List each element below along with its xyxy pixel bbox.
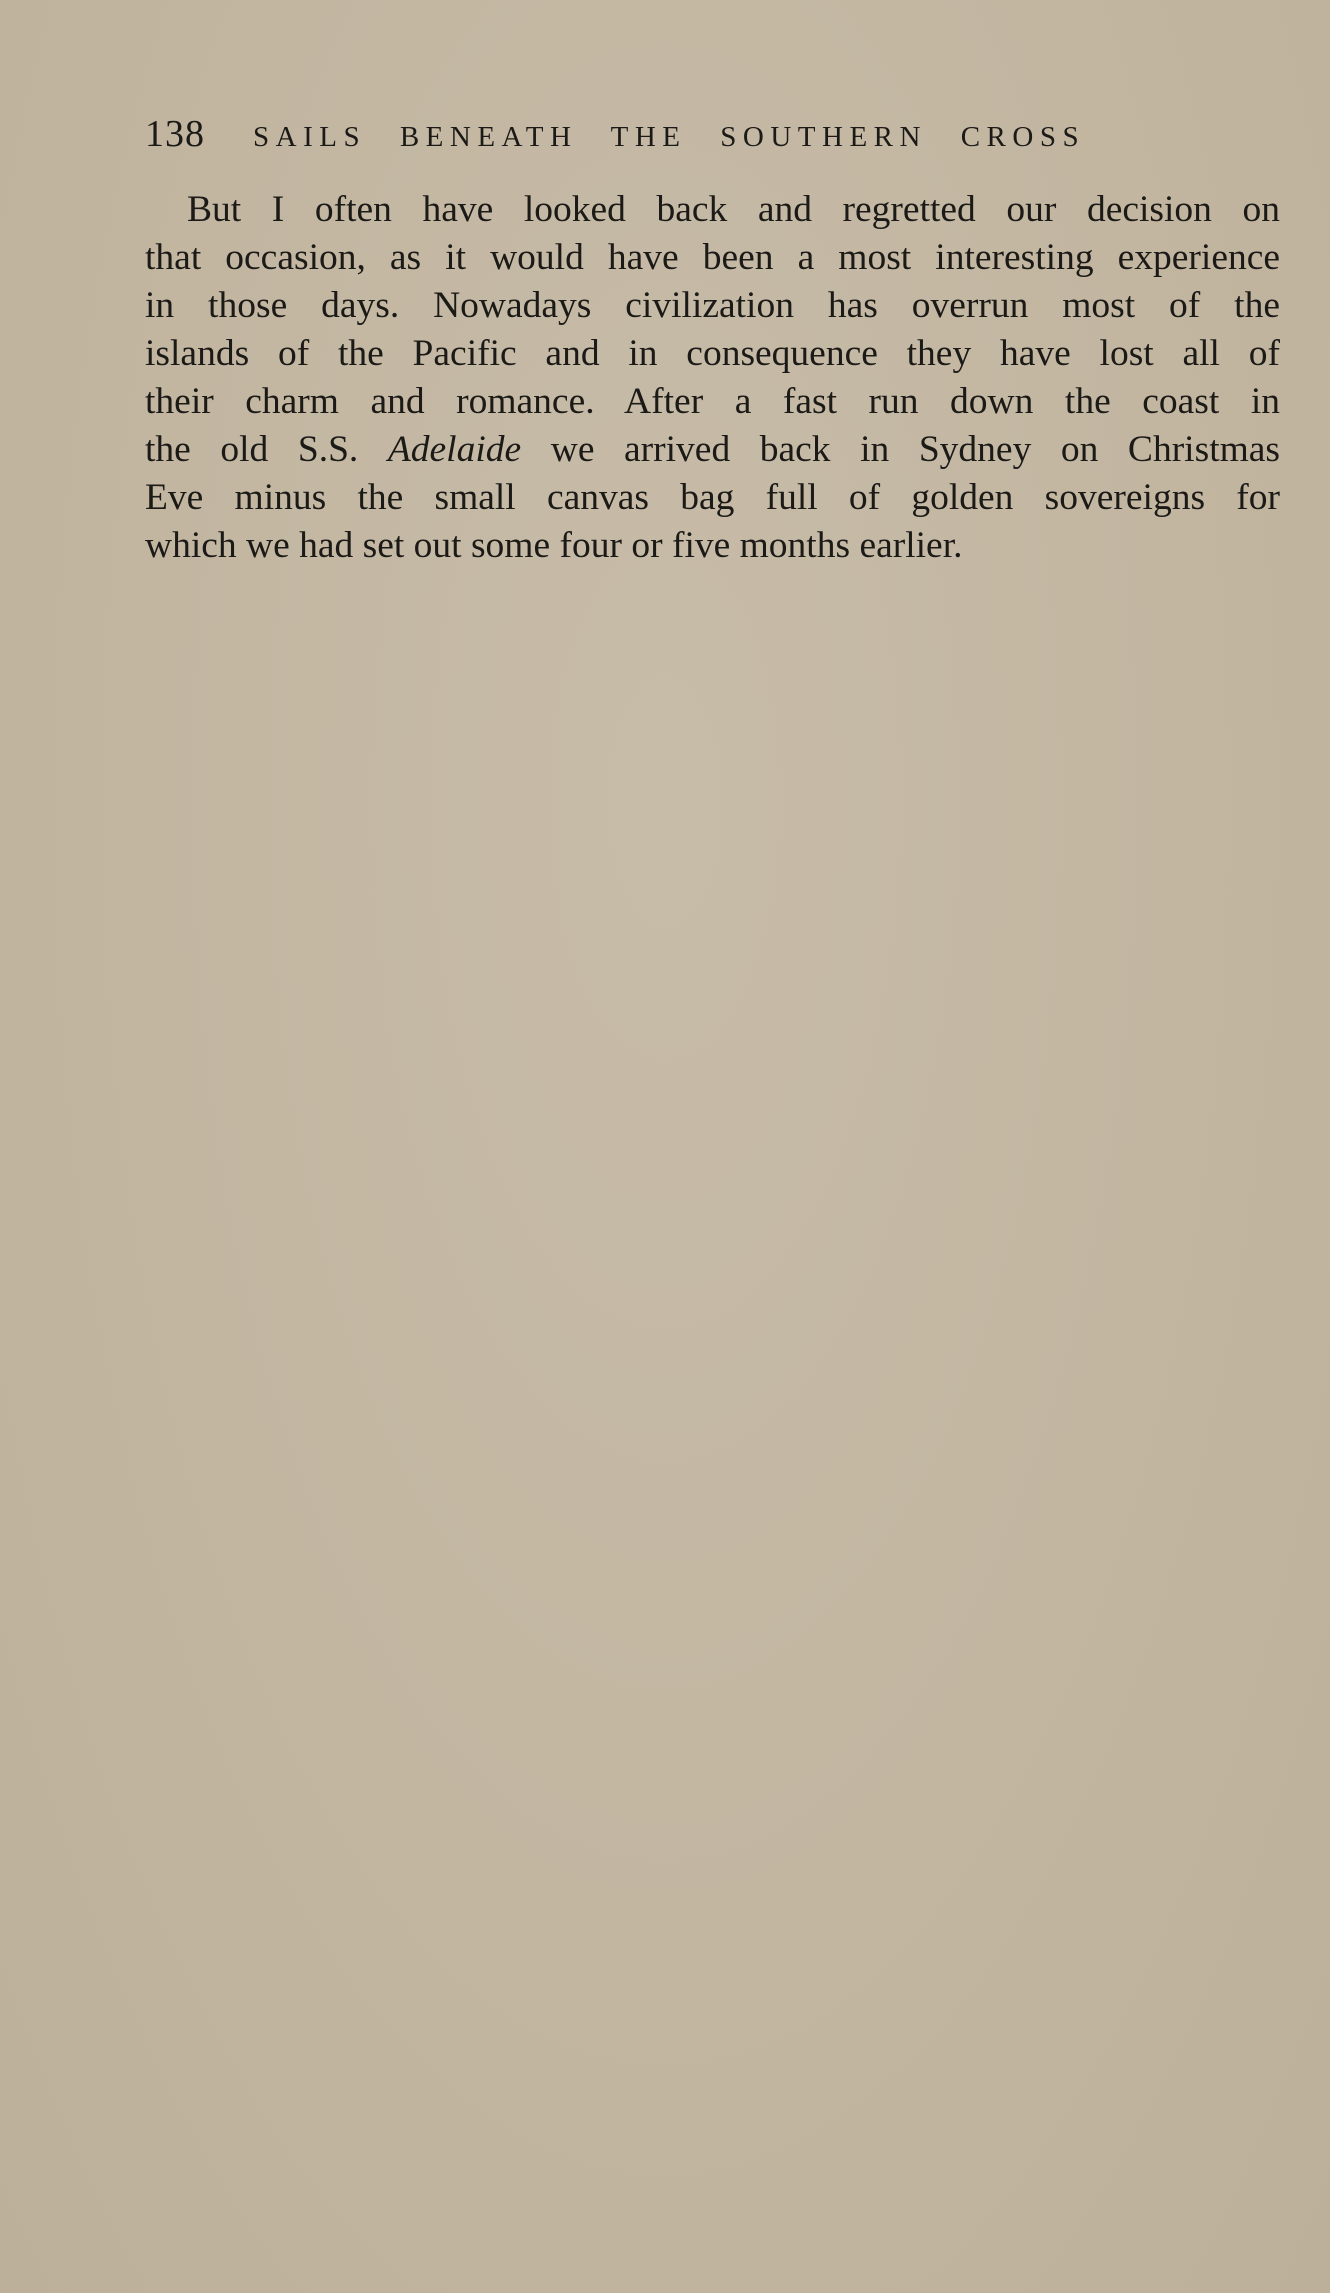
text-line: islands of the Pacific and in consequence they have lost all of [145,333,1280,374]
body-paragraph [145,186,1280,570]
text-line: which we had set out some four or five months earlier. [145,525,963,566]
running-head [145,112,1225,156]
text-line: that occasion, as it would have been a most interesting experience [145,237,1280,278]
text-segment: we arrived back in Sydney on Christmas [550,429,1281,470]
text-line [145,426,1280,474]
ship-name: Adelaide [387,429,522,470]
text-segment: the old S.S. [145,429,359,470]
text-line: in those days. Nowadays civilization has overrun most of the [145,285,1280,326]
text-line: their charm and romance. After a fast run down the coast in [145,381,1280,422]
text-line: Eve minus the small canvas bag full of golden sovereigns for [145,477,1280,518]
running-title: SAILS BENEATH THE SOUTHERN CROSS [253,121,1086,153]
text-line: But I often have looked back and regretted our decision on [187,189,1280,230]
page-number: 138 [145,113,205,155]
